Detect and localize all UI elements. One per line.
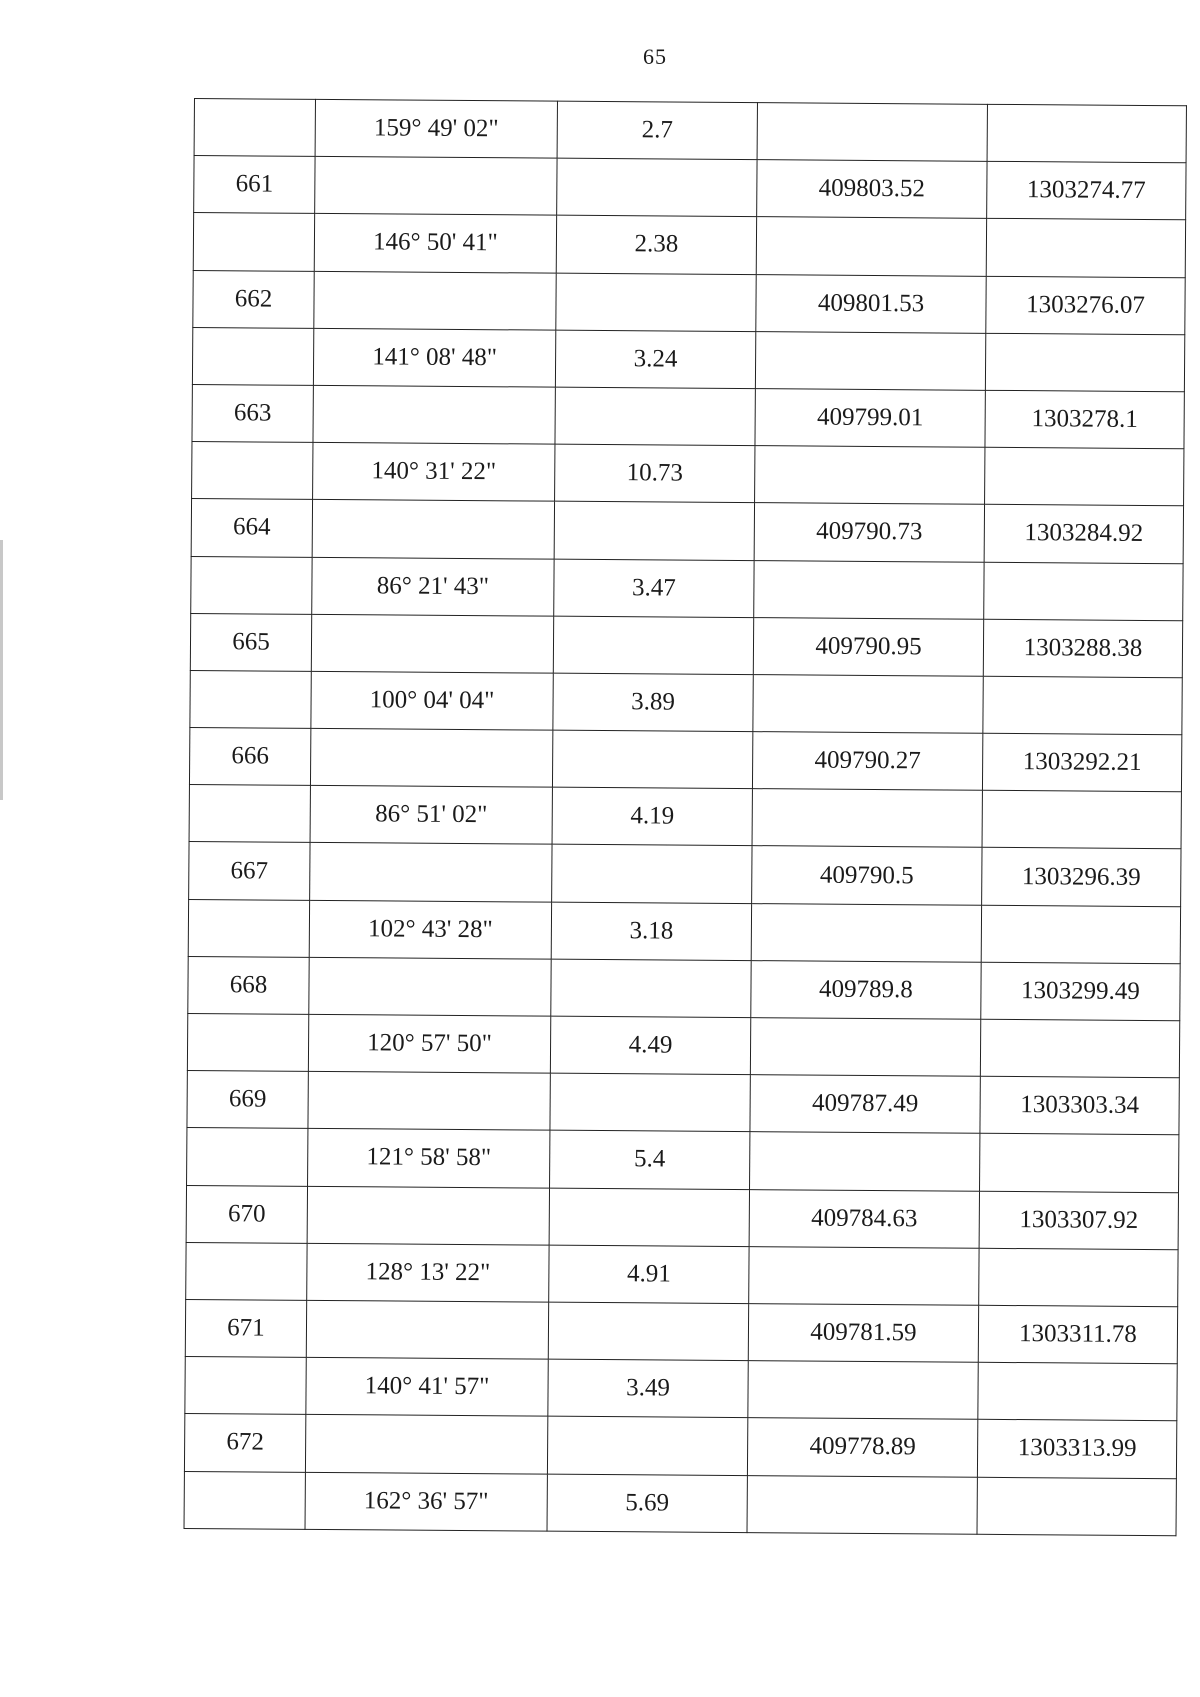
point-cell: 668 [188, 956, 309, 1014]
table-row [187, 1071, 1179, 1135]
distance-cell [552, 730, 752, 789]
distance-cell [552, 845, 752, 904]
point-cell: 670 [186, 1185, 307, 1243]
y-coordinate-cell: 1303292.21 [982, 733, 1181, 792]
table-row [189, 785, 1181, 849]
bearing-cell [314, 271, 556, 330]
y-coordinate-cell: 1303307.92 [979, 1191, 1178, 1250]
x-coordinate-cell: 409787.49 [750, 1075, 980, 1134]
x-coordinate-cell: 409799.01 [755, 389, 985, 448]
bearing-cell: 146° 50' 41" [314, 214, 556, 273]
bearing-cell [309, 957, 551, 1016]
table-row [193, 270, 1185, 334]
distance-cell [549, 1188, 749, 1247]
x-coordinate-cell: 409790.27 [752, 732, 982, 791]
table-row [189, 728, 1181, 792]
table-row [191, 499, 1183, 563]
bearing-cell [306, 1300, 548, 1359]
table-row [187, 1013, 1179, 1077]
distance-cell [548, 1302, 748, 1361]
distance-cell: 2.7 [557, 101, 757, 160]
point-cell: 661 [194, 156, 315, 214]
x-coordinate-cell: 409803.52 [757, 160, 987, 219]
point-cell [190, 670, 311, 728]
y-coordinate-cell [977, 1477, 1176, 1536]
point-cell [184, 1471, 305, 1529]
point-cell [194, 99, 315, 157]
bearing-cell: 86° 21' 43" [312, 557, 554, 616]
x-coordinate-cell: 409790.73 [754, 503, 984, 562]
x-coordinate-cell [753, 674, 983, 733]
bearing-cell: 140° 41' 57" [306, 1357, 548, 1416]
y-coordinate-cell: 1303278.1 [985, 390, 1184, 449]
table-row [186, 1185, 1178, 1249]
x-coordinate-cell: 409801.53 [756, 274, 986, 333]
distance-cell [550, 1073, 750, 1132]
bearing-cell: 102° 43' 28" [309, 900, 551, 959]
table-row [188, 956, 1180, 1020]
x-coordinate-cell [751, 903, 981, 962]
point-cell: 666 [189, 728, 310, 786]
distance-cell [553, 616, 753, 675]
table-body [184, 99, 1186, 1536]
distance-cell: 3.24 [555, 330, 755, 389]
point-cell: 664 [191, 499, 312, 557]
point-cell: 667 [189, 842, 310, 900]
bearing-cell [315, 157, 557, 216]
x-coordinate-cell: 409790.95 [753, 617, 983, 676]
x-coordinate-cell: 409781.59 [748, 1304, 978, 1363]
point-cell [193, 213, 314, 271]
x-coordinate-cell: 409790.5 [752, 846, 982, 905]
y-coordinate-cell [983, 676, 1182, 735]
bearing-cell [312, 500, 554, 559]
distance-cell [554, 501, 754, 560]
table-row [194, 99, 1186, 163]
x-coordinate-cell [755, 446, 985, 505]
y-coordinate-cell: 1303313.99 [977, 1420, 1176, 1479]
distance-cell: 3.47 [554, 559, 754, 618]
point-cell [187, 1128, 308, 1186]
survey-coordinates-table [184, 98, 1187, 1536]
point-cell [187, 1013, 308, 1071]
y-coordinate-cell: 1303276.07 [986, 276, 1185, 335]
table-row [193, 213, 1185, 277]
table-row [189, 842, 1181, 906]
distance-cell: 3.89 [553, 673, 753, 732]
y-coordinate-cell: 1303288.38 [983, 619, 1182, 678]
bearing-cell [305, 1415, 547, 1474]
table-row [184, 1414, 1176, 1478]
x-coordinate-cell: 409784.63 [749, 1189, 979, 1248]
x-coordinate-cell [752, 789, 982, 848]
x-coordinate-cell [756, 217, 986, 276]
page-number: 65 [643, 44, 667, 69]
table-row [190, 613, 1182, 677]
point-cell [192, 442, 313, 500]
distance-cell [556, 273, 756, 332]
y-coordinate-cell: 1303299.49 [981, 962, 1180, 1021]
point-cell [186, 1242, 307, 1300]
table-row [190, 670, 1182, 734]
y-coordinate-cell: 1303284.92 [984, 505, 1183, 564]
table-row [192, 327, 1184, 391]
y-coordinate-cell: 1303274.77 [987, 162, 1186, 221]
x-coordinate-cell [754, 560, 984, 619]
y-coordinate-cell [982, 791, 1181, 850]
y-coordinate-cell [984, 562, 1183, 621]
table-row [192, 384, 1184, 448]
bearing-cell: 162° 36' 57" [305, 1472, 547, 1531]
y-coordinate-cell [978, 1362, 1177, 1421]
y-coordinate-cell: 1303311.78 [978, 1305, 1177, 1364]
bearing-cell: 140° 31' 22" [313, 443, 555, 502]
bearing-cell [310, 728, 552, 787]
table-row [187, 1128, 1179, 1192]
distance-cell: 4.49 [550, 1016, 750, 1075]
point-cell [185, 1357, 306, 1415]
bearing-cell [310, 843, 552, 902]
distance-cell [551, 959, 751, 1018]
table-row [191, 556, 1183, 620]
table-row [192, 442, 1184, 506]
table-row [185, 1299, 1177, 1363]
y-coordinate-cell [985, 447, 1184, 506]
distance-cell: 2.38 [556, 216, 756, 275]
point-cell [191, 556, 312, 614]
bearing-cell: 159° 49' 02" [315, 99, 557, 158]
x-coordinate-cell [757, 103, 987, 162]
bearing-cell [313, 385, 555, 444]
table-row [186, 1242, 1178, 1306]
bearing-cell [311, 614, 553, 673]
y-coordinate-cell [981, 905, 1180, 964]
bearing-cell: 128° 13' 22" [307, 1243, 549, 1302]
y-coordinate-cell: 1303303.34 [980, 1076, 1179, 1135]
point-cell [188, 899, 309, 957]
table-row [188, 899, 1180, 963]
distance-cell: 3.18 [551, 902, 751, 961]
point-cell: 663 [192, 384, 313, 442]
table-row [194, 156, 1186, 220]
distance-cell: 4.19 [552, 787, 752, 846]
bearing-cell: 141° 08' 48" [313, 328, 555, 387]
point-cell: 671 [185, 1299, 306, 1357]
point-cell [192, 327, 313, 385]
point-cell: 669 [187, 1071, 308, 1129]
y-coordinate-cell [980, 1134, 1179, 1193]
x-coordinate-cell: 409778.89 [747, 1418, 977, 1477]
survey-table-container [184, 98, 1186, 1536]
x-coordinate-cell [747, 1475, 977, 1534]
point-cell: 665 [190, 613, 311, 671]
distance-cell [547, 1416, 747, 1475]
distance-cell [557, 158, 757, 217]
bearing-cell: 86° 51' 02" [310, 786, 552, 845]
scan-edge-mark [0, 540, 3, 800]
point-cell [189, 785, 310, 843]
y-coordinate-cell [986, 219, 1185, 278]
distance-cell: 5.69 [547, 1474, 747, 1533]
distance-cell: 10.73 [555, 444, 755, 503]
bearing-cell [307, 1186, 549, 1245]
table-row [184, 1471, 1176, 1535]
table-row [185, 1357, 1177, 1421]
x-coordinate-cell [750, 1018, 980, 1077]
distance-cell [555, 387, 755, 446]
y-coordinate-cell [980, 1019, 1179, 1078]
x-coordinate-cell [750, 1132, 980, 1191]
point-cell: 672 [184, 1414, 305, 1472]
x-coordinate-cell [755, 331, 985, 390]
bearing-cell: 121° 58' 58" [308, 1129, 550, 1188]
bearing-cell [308, 1072, 550, 1131]
y-coordinate-cell: 1303296.39 [982, 848, 1181, 907]
point-cell: 662 [193, 270, 314, 328]
y-coordinate-cell [985, 333, 1184, 392]
bearing-cell: 120° 57' 50" [308, 1014, 550, 1073]
y-coordinate-cell [979, 1248, 1178, 1307]
x-coordinate-cell [748, 1361, 978, 1420]
distance-cell: 4.91 [549, 1245, 749, 1304]
distance-cell: 5.4 [550, 1131, 750, 1190]
distance-cell: 3.49 [548, 1359, 748, 1418]
y-coordinate-cell [987, 104, 1186, 163]
bearing-cell: 100° 04' 04" [311, 671, 553, 730]
x-coordinate-cell: 409789.8 [751, 960, 981, 1019]
x-coordinate-cell [749, 1246, 979, 1305]
